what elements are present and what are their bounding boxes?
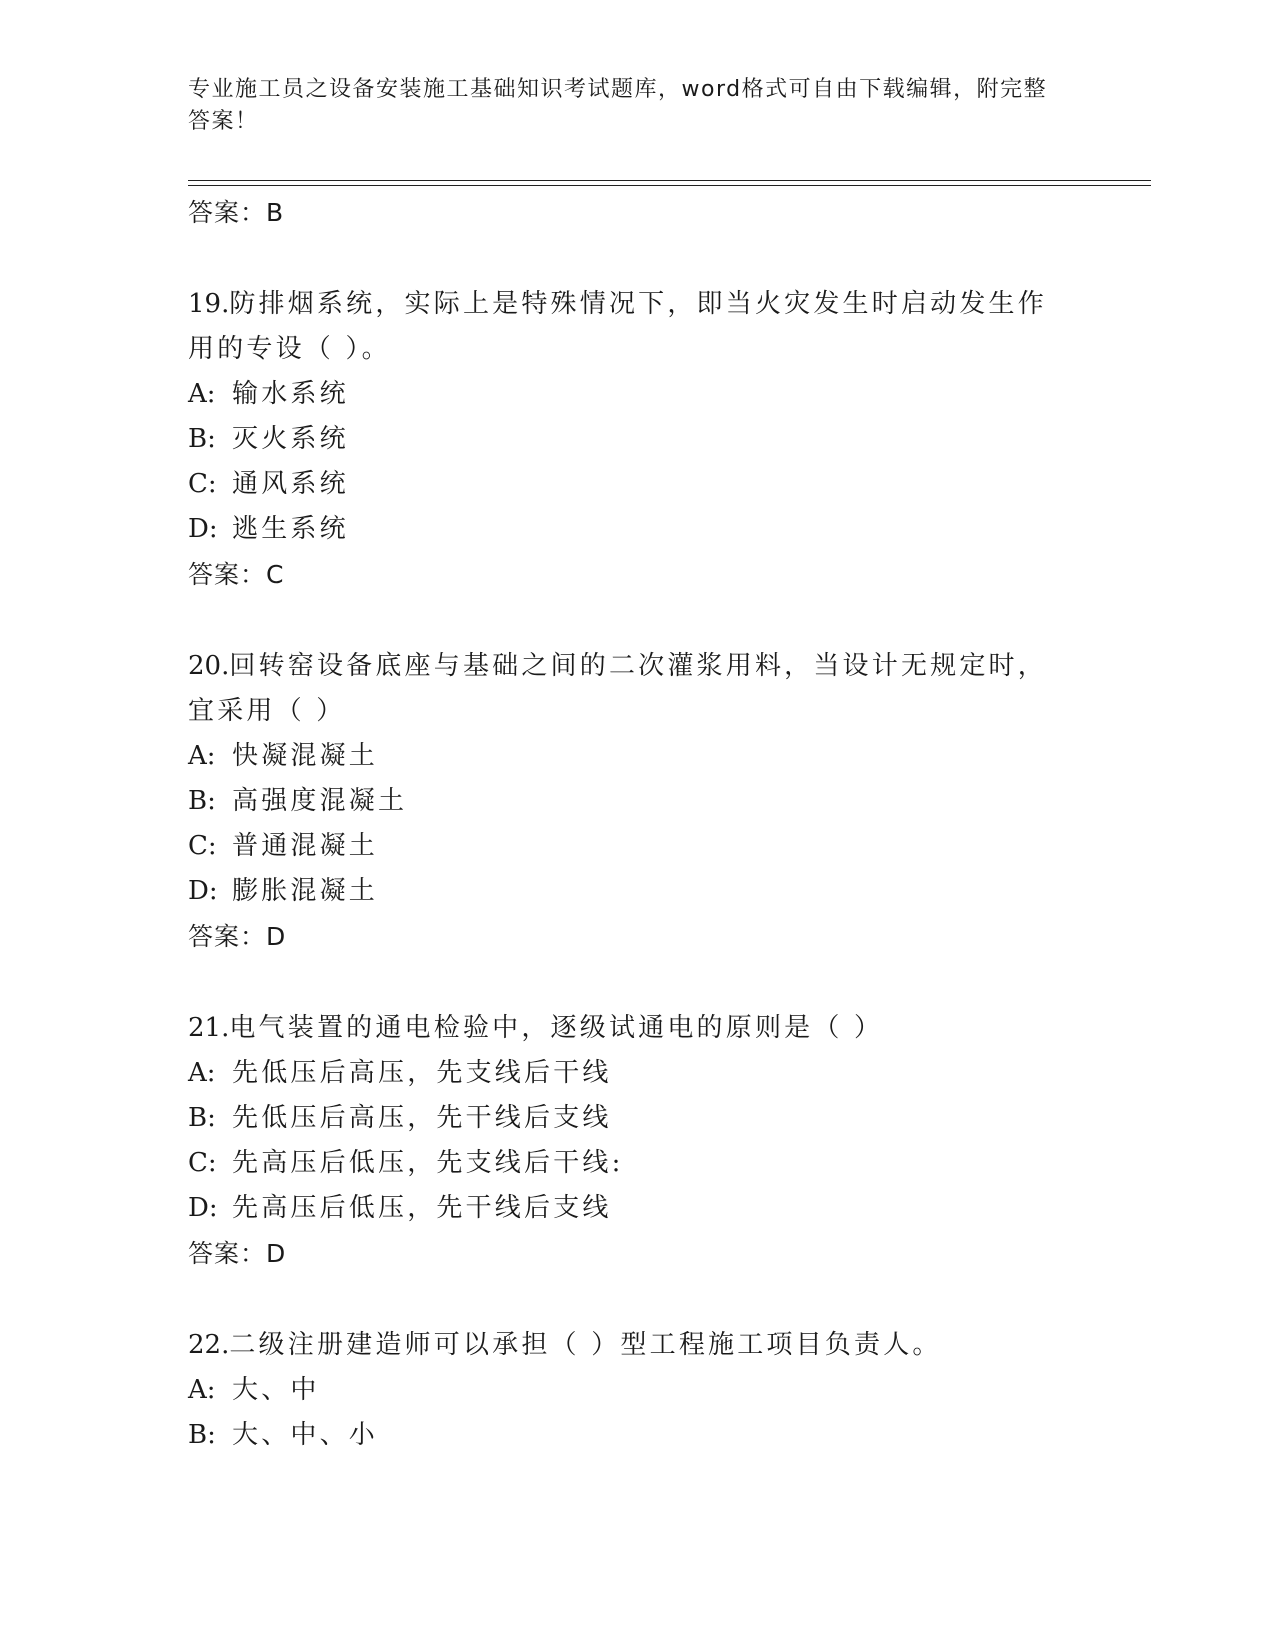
question-body: 电气装置的通电检验中，逐级试通电的原则是（ ） <box>229 1013 884 1043</box>
document-title: 专业施工员之设备安装施工基础知识考试题库，word格式可自由下载编辑，附完整答案！ <box>188 77 1048 134</box>
option-text: 先低压后高压，先支线后干线 <box>232 1058 612 1088</box>
answer-line: 答案：D <box>188 1239 287 1268</box>
option-key: B: <box>188 1103 216 1133</box>
option-key: A: <box>188 1058 216 1088</box>
question-22 <box>188 1323 1088 1458</box>
question-number: 22. <box>188 1330 230 1360</box>
page-header <box>188 74 1068 138</box>
answer-line: 答案：C <box>188 560 285 589</box>
option-d <box>188 507 1088 552</box>
option-text: 先高压后低压，先支线后干线: <box>232 1148 624 1178</box>
question-body: 防排烟系统，实际上是特殊情况下，即当火灾发生时启动发生作用的专设（ ）。 <box>188 289 1047 364</box>
option-a <box>188 1051 1088 1096</box>
option-text: 快凝混凝土 <box>232 741 379 771</box>
option-b <box>188 417 1088 462</box>
question-body: 二级注册建造师可以承担（ ）型工程施工项目负责人。 <box>229 1330 942 1360</box>
option-text: 先高压后低压，先干线后支线 <box>232 1193 612 1223</box>
option-text: 高强度混凝土 <box>232 786 408 816</box>
option-key: C: <box>188 1148 217 1178</box>
option-c <box>188 824 1088 869</box>
option-key: A: <box>188 1375 216 1405</box>
option-text: 逃生系统 <box>232 514 349 544</box>
option-b <box>188 1096 1088 1141</box>
option-key: D: <box>188 876 218 906</box>
question-text <box>188 282 1068 372</box>
option-b <box>188 1413 1088 1458</box>
question-number: 19. <box>188 289 230 319</box>
option-b <box>188 779 1088 824</box>
option-text: 通风系统 <box>232 469 349 499</box>
option-c <box>188 462 1088 507</box>
option-text: 大、中 <box>232 1375 320 1405</box>
option-key: A: <box>188 379 216 409</box>
option-key: C: <box>188 831 217 861</box>
answer-line: 答案：D <box>188 922 287 951</box>
question-list <box>188 190 1088 1458</box>
question-text <box>188 644 1068 734</box>
option-text: 膨胀混凝土 <box>232 876 379 906</box>
option-d <box>188 869 1088 914</box>
option-key: A: <box>188 741 216 771</box>
option-key: B: <box>188 424 216 454</box>
option-key: D: <box>188 1193 218 1223</box>
option-text: 大、中、小 <box>232 1420 379 1450</box>
option-key: D: <box>188 514 218 544</box>
option-a <box>188 734 1088 779</box>
option-d <box>188 1186 1088 1231</box>
option-text: 先低压后高压，先干线后支线 <box>232 1103 612 1133</box>
option-text: 普通混凝土 <box>232 831 379 861</box>
answer-line: 答案：B <box>188 198 285 227</box>
question-text <box>188 1323 1068 1368</box>
option-c <box>188 1141 1088 1186</box>
header-divider <box>188 180 1151 186</box>
option-a <box>188 372 1088 417</box>
question-21 <box>188 1006 1088 1276</box>
question-number: 20. <box>188 651 230 681</box>
question-20 <box>188 644 1088 959</box>
option-key: B: <box>188 1420 216 1450</box>
option-key: C: <box>188 469 217 499</box>
question-number: 21. <box>188 1013 230 1043</box>
option-key: B: <box>188 786 216 816</box>
question-19 <box>188 282 1088 597</box>
option-text: 灭火系统 <box>232 424 349 454</box>
question-text <box>188 1006 1068 1051</box>
option-a <box>188 1368 1088 1413</box>
option-text: 输水系统 <box>232 379 349 409</box>
question-body: 回转窑设备底座与基础之间的二次灌浆用料，当设计无规定时，宜采用（ ） <box>188 651 1047 726</box>
